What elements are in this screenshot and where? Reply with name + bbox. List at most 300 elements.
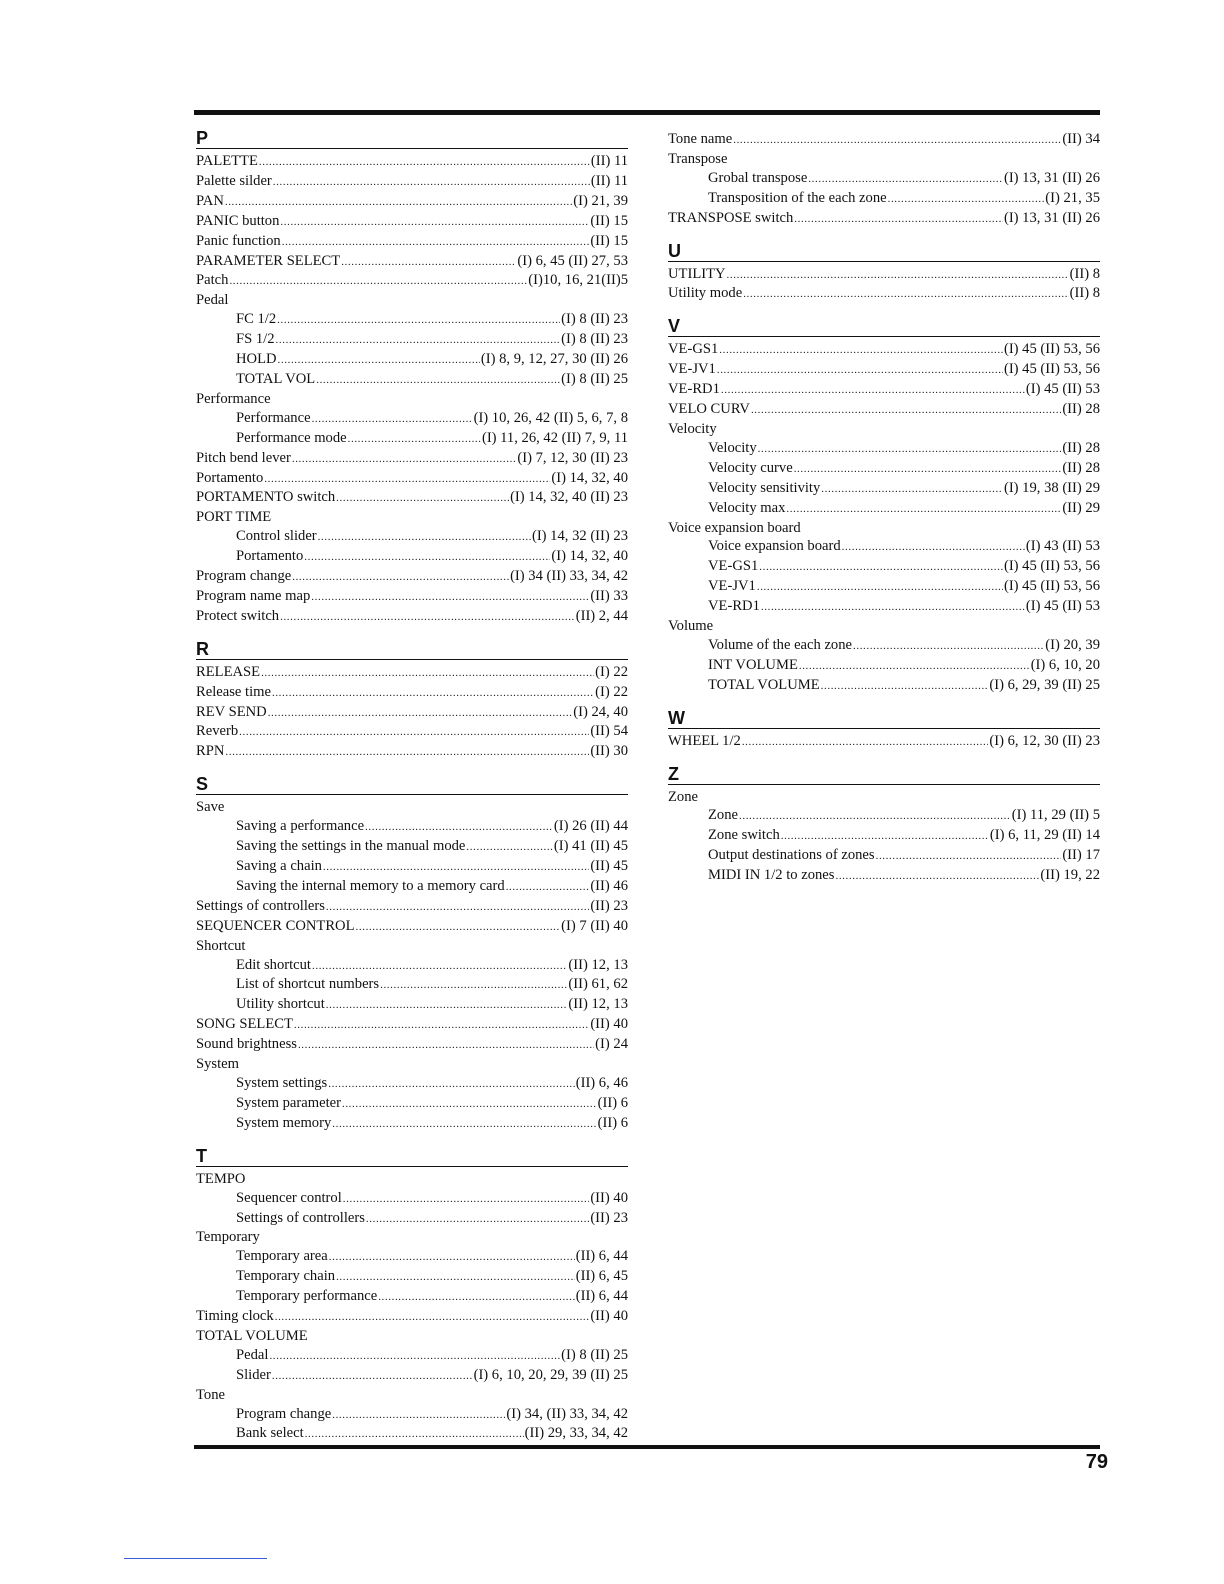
dot-leader	[273, 172, 590, 192]
entry-page-reference: (II) 15	[590, 212, 628, 229]
entry-term: System parameter	[236, 1094, 341, 1111]
dot-leader	[348, 429, 481, 449]
index-subentry	[196, 547, 628, 567]
entry-page-reference: (II) 28	[1062, 459, 1100, 476]
index-entry	[668, 420, 1100, 439]
entry-term: Pitch bend lever	[196, 449, 291, 466]
entry-term: Zone	[668, 788, 698, 805]
dot-leader	[326, 897, 589, 917]
bottom-rule	[194, 1445, 1100, 1449]
entry-page-reference: (I) 13, 31 (II) 26	[1003, 169, 1100, 186]
entry-term: Grobal transpose	[708, 169, 808, 186]
dot-leader	[719, 340, 1003, 360]
entry-term: Saving a chain	[236, 858, 322, 874]
entry-page-reference: (II) 17	[1062, 847, 1100, 864]
dot-leader	[312, 409, 473, 429]
dot-leader	[876, 846, 1062, 866]
entry-page-reference: (I) 10, 26, 42 (II) 5, 6, 7, 8	[473, 409, 628, 426]
dot-leader	[298, 1035, 594, 1055]
entry-term: UTILITY	[668, 265, 726, 282]
entry-term: Portamento	[236, 548, 304, 565]
entry-page-reference: (I) 11, 29 (II) 5	[1011, 807, 1100, 824]
index-entry	[196, 798, 628, 817]
dot-leader	[365, 817, 553, 837]
index-subentry	[196, 1114, 628, 1134]
index-subentry	[196, 370, 628, 390]
dot-leader	[316, 370, 560, 390]
entry-page-reference: (I) 24	[595, 1036, 628, 1053]
entry-page-reference: (I) 41 (II) 45	[553, 838, 628, 855]
index-entry	[196, 937, 628, 956]
entry-page-reference: (I) 21, 35	[1045, 189, 1100, 206]
dot-leader	[280, 607, 575, 627]
dot-leader	[304, 547, 550, 567]
entry-term: INT VOLUME	[708, 656, 798, 673]
entry-page-reference: (II) 12, 13	[568, 996, 628, 1013]
entry-term: Program change	[196, 568, 292, 585]
index-entry	[196, 1170, 628, 1189]
dot-leader	[506, 877, 590, 897]
entry-term: PORT TIME	[196, 509, 272, 526]
dot-leader	[275, 1307, 590, 1327]
entry-term: Volume of the each zone	[708, 636, 852, 653]
dot-leader	[272, 1366, 473, 1386]
entry-term: Temporary chain	[236, 1268, 336, 1285]
entry-term: Panic function	[196, 232, 281, 249]
entry-page-reference: (II) 19, 22	[1040, 867, 1100, 884]
entry-term: Utility mode	[668, 285, 743, 302]
entry-page-reference: (I) 43 (II) 53	[1025, 538, 1100, 555]
index-section-w	[668, 708, 1100, 752]
index-section-z	[668, 764, 1100, 887]
entry-term: Settings of controllers	[236, 1209, 365, 1226]
entry-page-reference: (I) 7, 12, 30 (II) 23	[517, 449, 628, 466]
index-entry	[196, 742, 628, 762]
entry-term: Timing clock	[196, 1308, 274, 1325]
index-subentry	[196, 1366, 628, 1386]
dot-leader	[808, 169, 1003, 189]
dot-leader	[305, 1424, 524, 1444]
entry-page-reference: (I) 6, 11, 29 (II) 14	[989, 827, 1100, 844]
entry-page-reference: (II) 30	[590, 743, 628, 760]
entry-page-reference: (I) 8 (II) 25	[561, 1346, 628, 1363]
dot-leader	[733, 130, 1061, 150]
entry-page-reference: (II) 6, 44	[575, 1288, 628, 1305]
entry-page-reference: (II) 23	[590, 897, 628, 914]
index-section-u	[668, 241, 1100, 305]
index-entry	[196, 1228, 628, 1247]
dot-leader	[835, 866, 1039, 886]
dot-leader	[278, 350, 480, 370]
dot-leader	[269, 1346, 560, 1366]
section-letter-heading: V	[668, 316, 1100, 337]
index-subentry	[668, 826, 1100, 846]
entry-term: System	[196, 1056, 239, 1073]
entry-page-reference: (I) 11, 26, 42 (II) 7, 9, 11	[481, 429, 628, 446]
entry-page-reference: (I)10, 16, 21(II)5	[528, 272, 628, 289]
dot-leader	[781, 826, 989, 846]
index-subentry	[668, 479, 1100, 499]
index-subentry	[196, 350, 628, 370]
dot-leader	[261, 663, 594, 683]
entry-term: Performance mode	[236, 429, 347, 446]
dot-leader	[259, 152, 590, 172]
index-subentry	[196, 1424, 628, 1444]
entry-page-reference: (II) 28	[1062, 439, 1100, 456]
entry-page-reference: (I) 6, 29, 39 (II) 25	[989, 676, 1100, 693]
entry-page-reference: (I) 14, 32, 40	[551, 469, 628, 486]
entry-page-reference: (II) 34	[1062, 131, 1100, 147]
entry-term: Tone name	[668, 131, 733, 147]
entry-page-reference: (II) 8	[1069, 285, 1100, 302]
entry-term: PARAMETER SELECT	[196, 252, 341, 269]
dot-leader	[311, 587, 589, 607]
entry-term: Temporary	[196, 1229, 260, 1246]
entry-page-reference: (I) 6, 12, 30 (II) 23	[989, 732, 1100, 749]
dot-leader	[759, 557, 1003, 577]
entry-term: Bank select	[236, 1425, 304, 1442]
entry-term: Transpose	[668, 150, 728, 167]
dot-leader	[277, 310, 560, 330]
entry-term: FC 1/2	[236, 311, 277, 328]
entry-term: System memory	[236, 1114, 332, 1131]
index-subentry	[668, 636, 1100, 656]
dot-leader	[742, 732, 989, 752]
index-section-t	[196, 1146, 628, 1445]
entry-page-reference: (II) 6	[597, 1114, 628, 1131]
entry-page-reference: (I) 45 (II) 53	[1025, 598, 1100, 615]
dot-leader	[757, 577, 1003, 597]
entry-page-reference: (II) 11	[590, 153, 628, 169]
index-entry	[668, 340, 1100, 360]
index-entry	[196, 1035, 628, 1055]
entry-term: Portamento	[196, 469, 264, 486]
entry-page-reference: (II) 8	[1069, 265, 1100, 282]
index-subentry	[668, 439, 1100, 459]
dot-leader	[758, 439, 1062, 459]
entry-page-reference: (II) 40	[590, 1189, 628, 1206]
entry-page-reference: (I) 14, 32, 40 (II) 23	[510, 489, 628, 506]
index-entry	[196, 390, 628, 409]
entry-term: Reverb	[196, 723, 239, 740]
entry-page-reference: (II) 33	[590, 587, 628, 604]
index-subentry	[668, 866, 1100, 886]
dot-leader	[336, 1267, 575, 1287]
index-entry	[668, 360, 1100, 380]
entry-term: VE-RD1	[708, 598, 760, 615]
entry-term: Pedal	[236, 1346, 269, 1363]
index-subentry	[196, 995, 628, 1015]
dot-leader	[786, 499, 1061, 519]
index-subentry	[668, 459, 1100, 479]
index-entry	[196, 271, 628, 291]
index-subentry	[196, 1405, 628, 1425]
entry-term: SEQUENCER CONTROL	[196, 917, 355, 934]
dot-leader	[721, 380, 1025, 400]
section-letter-heading: W	[668, 708, 1100, 729]
entry-page-reference: (II) 40	[590, 1016, 628, 1033]
index-entry	[196, 917, 628, 937]
index-column-right	[668, 130, 1100, 886]
index-subentry	[196, 1209, 628, 1229]
entry-term: Saving a performance	[236, 818, 365, 835]
page-number: 79	[1085, 1451, 1108, 1473]
index-subentry	[668, 597, 1100, 617]
index-section-r	[196, 639, 628, 763]
entry-page-reference: (I) 8, 9, 12, 27, 30 (II) 26	[480, 351, 628, 368]
entry-term: VE-JV1	[668, 361, 716, 378]
dot-leader	[282, 232, 590, 252]
index-subentry	[196, 1074, 628, 1094]
index-section-continued	[668, 130, 1100, 229]
entry-term: Edit shortcut	[236, 956, 311, 973]
dot-leader	[853, 636, 1044, 656]
dot-leader	[343, 1189, 590, 1209]
entry-page-reference: (I) 6, 10, 20, 29, 39 (II) 25	[473, 1366, 628, 1383]
entry-term: PORTAMENTO switch	[196, 489, 336, 506]
dot-leader	[276, 330, 561, 350]
index-entry	[196, 192, 628, 212]
entry-page-reference: (I) 6, 45 (II) 27, 53	[517, 252, 628, 269]
dot-leader	[323, 857, 589, 877]
index-entry	[196, 703, 628, 723]
dot-leader	[717, 360, 1003, 380]
entry-term: FS 1/2	[236, 331, 275, 348]
index-subentry	[668, 557, 1100, 577]
entry-page-reference: (I) 14, 32, 40	[551, 548, 628, 565]
index-entry	[196, 683, 628, 703]
entry-term: Zone switch	[708, 827, 780, 844]
entry-term: Sequencer control	[236, 1189, 342, 1206]
dot-leader	[466, 837, 552, 857]
entry-page-reference: (II) 6	[597, 1094, 628, 1111]
index-entry	[196, 897, 628, 917]
index-subentry	[668, 676, 1100, 696]
entry-term: Zone	[708, 807, 738, 824]
footer-underline	[124, 1558, 267, 1559]
index-subentry	[668, 806, 1100, 826]
index-entry	[196, 469, 628, 489]
entry-term: Saving the settings in the manual mode	[236, 838, 466, 855]
index-entry	[196, 607, 628, 627]
entry-page-reference: (II) 6, 46	[575, 1074, 628, 1091]
dot-leader	[888, 189, 1045, 209]
entry-page-reference: (I) 6, 10, 20	[1030, 656, 1100, 673]
index-section-v	[668, 316, 1100, 695]
dot-leader	[318, 527, 531, 547]
index-subentry	[196, 817, 628, 837]
entry-page-reference: (II) 15	[590, 232, 628, 249]
section-letter-heading: S	[196, 774, 628, 795]
dot-leader	[326, 995, 568, 1015]
index-subentry	[668, 537, 1100, 557]
index-entry	[668, 150, 1100, 169]
entry-term: Shortcut	[196, 937, 246, 954]
entry-page-reference: (II) 23	[590, 1209, 628, 1226]
index-entry	[668, 209, 1100, 229]
entry-term: TRANSPOSE switch	[668, 209, 794, 226]
entry-term: Transposition of the each zone	[708, 189, 887, 206]
index-entry	[196, 567, 628, 587]
index-entry	[196, 722, 628, 742]
index-entry	[196, 1386, 628, 1405]
dot-leader	[239, 722, 589, 742]
entry-term: HOLD	[236, 351, 277, 368]
index-subentry	[196, 1346, 628, 1366]
dot-leader	[312, 956, 567, 976]
entry-page-reference: (I) 20, 39	[1045, 636, 1100, 653]
entry-page-reference: (I) 7 (II) 40	[561, 917, 628, 934]
dot-leader	[229, 271, 527, 291]
dot-leader	[378, 1287, 575, 1307]
index-entry	[196, 1307, 628, 1327]
entry-page-reference: (I) 34, (II) 33, 34, 42	[506, 1405, 628, 1422]
index-subentry	[196, 527, 628, 547]
entry-term: VE-JV1	[708, 578, 756, 595]
dot-leader	[743, 284, 1068, 304]
index-section-p	[196, 128, 628, 627]
entry-term: VE-GS1	[708, 558, 759, 575]
entry-term: TOTAL VOL	[236, 370, 316, 387]
entry-page-reference: (II) 29	[1062, 499, 1100, 516]
entry-term: SONG SELECT	[196, 1016, 293, 1033]
entry-page-reference: (I) 45 (II) 53, 56	[1003, 558, 1100, 575]
entry-term: Release time	[196, 683, 271, 700]
entry-page-reference: (II) 29, 33, 34, 42	[524, 1425, 628, 1442]
entry-term: Utility shortcut	[236, 996, 325, 1013]
index-entry	[668, 788, 1100, 807]
entry-term: PAN	[196, 192, 224, 209]
dot-leader	[794, 459, 1062, 479]
entry-term: List of shortcut numbers	[236, 976, 380, 993]
entry-term: Performance	[236, 409, 311, 426]
index-subentry	[668, 189, 1100, 209]
dot-leader	[272, 683, 594, 703]
index-entry	[668, 284, 1100, 304]
entry-term: MIDI IN 1/2 to zones	[708, 867, 835, 884]
dot-leader	[356, 917, 561, 937]
dot-leader	[292, 449, 517, 469]
entry-term: Program name map	[196, 587, 311, 604]
dot-leader	[794, 209, 1003, 229]
index-subentry	[668, 846, 1100, 866]
dot-leader	[727, 265, 1069, 285]
entry-term: VE-GS1	[668, 341, 719, 358]
dot-leader	[280, 212, 589, 232]
index-entry	[196, 152, 628, 172]
dot-leader	[264, 469, 550, 489]
dot-leader	[380, 975, 567, 995]
entry-page-reference: (I) 22	[595, 663, 628, 680]
entry-page-reference: (II) 2, 44	[575, 607, 628, 624]
index-subentry	[196, 1287, 628, 1307]
entry-term: Protect switch	[196, 607, 280, 624]
entry-page-reference: (II) 6, 44	[575, 1248, 628, 1265]
index-subentry	[196, 877, 628, 897]
index-subentry	[668, 577, 1100, 597]
entry-term: TOTAL VOLUME	[196, 1327, 308, 1344]
index-subentry	[196, 956, 628, 976]
entry-term: Temporary area	[236, 1248, 328, 1265]
index-entry	[668, 380, 1100, 400]
entry-term: TOTAL VOLUME	[708, 676, 820, 693]
entry-page-reference: (I) 8 (II) 25	[561, 370, 628, 387]
index-section-s	[196, 774, 628, 1133]
entry-term: Control slider	[236, 528, 317, 545]
index-subentry	[196, 1094, 628, 1114]
dot-leader	[292, 567, 509, 587]
index-column-left	[196, 128, 628, 1444]
entry-term: TEMPO	[196, 1170, 246, 1187]
index-subentry	[196, 1267, 628, 1287]
entry-term: Settings of controllers	[196, 897, 325, 914]
entry-term: WHEEL 1/2	[668, 732, 741, 749]
dot-leader	[332, 1405, 505, 1425]
dot-leader	[751, 400, 1061, 420]
entry-term: PANIC button	[196, 212, 280, 229]
entry-page-reference: (II) 40	[590, 1308, 628, 1325]
entry-term: Performance	[196, 390, 271, 407]
entry-term: Velocity sensitivity	[708, 479, 821, 496]
entry-page-reference: (I) 21, 39	[573, 192, 628, 209]
entry-term: Velocity	[708, 439, 757, 456]
entry-page-reference: (I) 8 (II) 23	[561, 311, 628, 328]
dot-leader	[268, 703, 573, 723]
dot-leader	[225, 192, 572, 212]
entry-term: Program change	[236, 1405, 332, 1422]
index-subentry	[196, 429, 628, 449]
entry-term: Saving the internal memory to a memory card	[236, 877, 505, 894]
entry-term: RPN	[196, 743, 225, 760]
entry-page-reference: (I) 45 (II) 53, 56	[1003, 341, 1100, 358]
entry-page-reference: (I) 14, 32 (II) 23	[531, 528, 628, 545]
index-entry	[196, 1327, 628, 1346]
index-subentry	[668, 169, 1100, 189]
entry-page-reference: (II) 12, 13	[568, 956, 628, 973]
index-entry	[196, 212, 628, 232]
entry-page-reference: (I) 19, 38 (II) 29	[1003, 479, 1100, 496]
index-subentry	[196, 1189, 628, 1209]
index-entry	[668, 617, 1100, 636]
entry-term: Palette silder	[196, 172, 272, 189]
dot-leader	[225, 742, 589, 762]
entry-term: Temporary performance	[236, 1288, 378, 1305]
dot-leader	[328, 1074, 575, 1094]
index-entry	[196, 252, 628, 272]
index-entry	[668, 130, 1100, 150]
index-subentry	[196, 975, 628, 995]
index-entry	[668, 400, 1100, 420]
entry-term: Slider	[236, 1366, 271, 1383]
entry-page-reference: (II) 11	[590, 172, 628, 189]
entry-term: Pedal	[196, 292, 229, 309]
entry-page-reference: (I) 34 (II) 33, 34, 42	[510, 568, 628, 585]
entry-page-reference: (II) 45	[590, 858, 628, 874]
dot-leader	[799, 656, 1030, 676]
index-entry	[196, 232, 628, 252]
entry-page-reference: (I) 22	[595, 683, 628, 700]
index-entry	[196, 587, 628, 607]
entry-page-reference: (II) 46	[590, 877, 628, 894]
dot-leader	[341, 252, 516, 272]
entry-term: System settings	[236, 1074, 328, 1091]
section-letter-heading: T	[196, 1146, 628, 1167]
entry-page-reference: (I) 24, 40	[573, 703, 628, 720]
entry-page-reference: (II) 54	[590, 723, 628, 740]
index-entry	[196, 663, 628, 683]
index-subentry	[196, 330, 628, 350]
entry-term: REV SEND	[196, 703, 267, 720]
